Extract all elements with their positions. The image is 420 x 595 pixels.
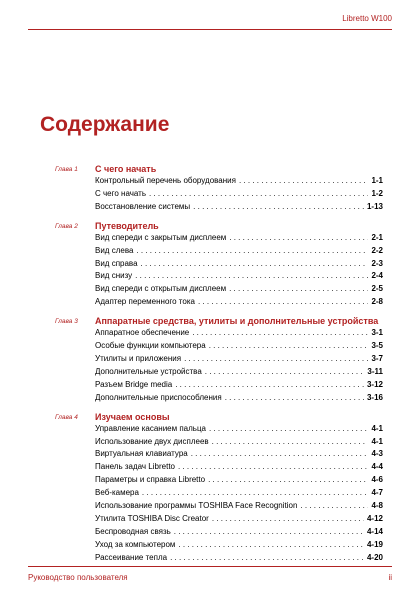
toc-entry[interactable] bbox=[95, 461, 383, 474]
footer-page-number: ii bbox=[388, 573, 392, 582]
dot-leader bbox=[191, 448, 369, 461]
toc-entry-page: 4-1 bbox=[371, 436, 383, 446]
toc-entry-page: 1-1 bbox=[371, 176, 383, 185]
dot-leader bbox=[175, 379, 364, 392]
toc-entry-label: Беспроводная связь bbox=[95, 526, 171, 536]
toc-entry-label: Вид слева bbox=[95, 245, 134, 255]
toc-entry-page: 4-6 bbox=[371, 475, 383, 485]
toc-entry-label: Утилиты и приложения bbox=[95, 353, 182, 363]
toc-entry-page: 3-5 bbox=[371, 341, 383, 351]
toc-entry-page: 2-2 bbox=[371, 245, 383, 255]
toc-entry-page: 3-7 bbox=[371, 353, 383, 363]
toc-entry-label: Вид спереди с открытым дисплеем bbox=[95, 284, 227, 294]
toc-entry-label: Вид спереди с закрытым дисплеем bbox=[95, 232, 227, 242]
toc-entry-page: 4-8 bbox=[371, 501, 383, 511]
dot-leader bbox=[178, 539, 364, 552]
table-of-contents bbox=[0, 163, 420, 571]
dot-leader bbox=[135, 270, 368, 283]
toc-entry-label: Использование двух дисплеев bbox=[95, 436, 209, 446]
dot-leader bbox=[178, 461, 368, 474]
toc-entry[interactable] bbox=[95, 423, 383, 436]
dot-leader bbox=[198, 296, 368, 309]
toc-entry[interactable] bbox=[95, 258, 383, 271]
toc-entry-label: Дополнительные приспособления bbox=[95, 392, 222, 402]
dot-leader bbox=[225, 392, 364, 405]
toc-entry-label: Утилита TOSHIBA Disc Creator bbox=[95, 513, 209, 523]
chapter-section bbox=[0, 411, 420, 565]
toc-entry[interactable] bbox=[95, 436, 383, 449]
toc-entry[interactable] bbox=[95, 487, 383, 500]
toc-entry-page: 4-4 bbox=[371, 462, 383, 472]
dot-leader bbox=[170, 552, 364, 565]
toc-entry[interactable] bbox=[95, 201, 383, 214]
dot-leader bbox=[193, 201, 364, 214]
dot-leader bbox=[174, 526, 364, 539]
toc-entry-label: Восстановление системы bbox=[95, 201, 191, 211]
toc-entry-page: 1-2 bbox=[371, 188, 383, 198]
dot-leader bbox=[239, 175, 368, 188]
toc-entry-page: 2-5 bbox=[371, 284, 383, 294]
toc-entry-page: 3-16 bbox=[366, 392, 383, 402]
toc-entry[interactable] bbox=[95, 245, 383, 258]
toc-entry-page: 4-19 bbox=[366, 539, 383, 549]
toc-entry-label: Дополнительные устройства bbox=[95, 366, 202, 376]
chapter-section bbox=[0, 163, 420, 214]
chapter-number: Глава 3 bbox=[55, 318, 78, 326]
toc-entry[interactable] bbox=[95, 379, 383, 392]
toc-entry-page: 3-11 bbox=[367, 366, 383, 376]
dot-leader bbox=[209, 423, 368, 436]
toc-entry-page: 1-13 bbox=[366, 201, 383, 211]
toc-entry[interactable] bbox=[95, 552, 383, 565]
dot-leader bbox=[184, 353, 368, 366]
dot-leader bbox=[142, 487, 369, 500]
chapter-title[interactable]: Путеводитель bbox=[95, 220, 159, 231]
toc-entry-page: 4-3 bbox=[371, 449, 383, 459]
toc-entry-page: 4-20 bbox=[366, 552, 383, 562]
dot-leader bbox=[208, 474, 368, 487]
chapter-number: Глава 2 bbox=[55, 222, 78, 230]
toc-entry[interactable] bbox=[95, 500, 383, 513]
toc-entry[interactable] bbox=[95, 270, 383, 283]
toc-entry[interactable] bbox=[95, 513, 383, 526]
dot-leader bbox=[192, 327, 368, 340]
chapter-title[interactable]: Изучаем основы bbox=[95, 411, 170, 422]
toc-entry-label: Панель задач Libretto bbox=[95, 462, 175, 472]
dot-leader bbox=[229, 232, 368, 245]
toc-entry-label: Управление касанием пальца bbox=[95, 423, 206, 433]
toc-entry[interactable] bbox=[95, 232, 383, 245]
toc-entry-label: Уход за компьютером bbox=[95, 539, 176, 549]
toc-entry-label: Использование программы TOSHIBA Face Recognition bbox=[95, 501, 298, 511]
toc-entry[interactable] bbox=[95, 188, 383, 201]
toc-entry-label: Параметры и справка Libretto bbox=[95, 475, 206, 485]
toc-entry-page: 2-8 bbox=[371, 297, 383, 307]
toc-entry-page: 3-1 bbox=[371, 328, 383, 338]
toc-entry-page: 4-1 bbox=[371, 423, 383, 433]
toc-entry-label: Контрольный перечень оборудования bbox=[95, 176, 236, 185]
dot-leader bbox=[209, 340, 369, 353]
toc-entry[interactable] bbox=[95, 474, 383, 487]
chapter-number: Глава 1 bbox=[55, 166, 78, 173]
chapter-section bbox=[0, 315, 420, 404]
dot-leader bbox=[212, 513, 364, 526]
toc-entry[interactable] bbox=[95, 296, 383, 309]
page-title: Содержание bbox=[40, 113, 170, 136]
chapter-section bbox=[0, 220, 420, 309]
footer-rule bbox=[28, 566, 392, 567]
toc-entry[interactable] bbox=[95, 327, 383, 340]
toc-entry[interactable] bbox=[95, 283, 383, 296]
dot-leader bbox=[229, 283, 368, 296]
toc-entry[interactable] bbox=[95, 340, 383, 353]
toc-entry-label: С чего начать bbox=[95, 188, 146, 198]
toc-entry[interactable] bbox=[95, 366, 383, 379]
toc-entry-label: Аппаратное обеспечение bbox=[95, 328, 190, 338]
toc-entry-page: 4-12 bbox=[366, 513, 383, 523]
chapter-title[interactable]: С чего начать bbox=[95, 164, 157, 174]
dot-leader bbox=[136, 245, 368, 258]
toc-entry-label: Веб-камера bbox=[95, 488, 139, 498]
toc-entry-page: 4-14 bbox=[366, 526, 383, 536]
footer-manual-title: Руководство пользователя bbox=[28, 573, 128, 582]
running-header-title: Libretto W100 bbox=[342, 14, 392, 23]
toc-entry[interactable] bbox=[95, 353, 383, 366]
toc-entry-label: Разъем Bridge media bbox=[95, 379, 173, 389]
toc-entry-label: Рассеивание тепла bbox=[95, 552, 168, 562]
dot-leader bbox=[141, 258, 369, 271]
toc-entry[interactable] bbox=[95, 526, 383, 539]
toc-entry-label: Вид снизу bbox=[95, 271, 133, 281]
toc-entry-page: 4-7 bbox=[371, 488, 383, 498]
header-rule bbox=[28, 29, 392, 30]
chapter-number: Глава 4 bbox=[55, 413, 78, 421]
toc-entry-label: Виртуальная клавиатура bbox=[95, 449, 188, 459]
toc-entry-page: 3-12 bbox=[366, 379, 383, 389]
toc-entry-page: 2-3 bbox=[371, 258, 383, 268]
toc-entry-label: Особые функции компьютера bbox=[95, 341, 206, 351]
toc-entry-page: 2-4 bbox=[371, 271, 383, 281]
dot-leader bbox=[212, 436, 369, 449]
toc-entry-label: Вид справа bbox=[95, 258, 138, 268]
toc-entry[interactable] bbox=[95, 448, 383, 461]
dot-leader bbox=[149, 188, 368, 201]
toc-entry-label: Адаптер переменного тока bbox=[95, 297, 195, 307]
toc-entry-page: 2-1 bbox=[371, 232, 383, 242]
toc-entry[interactable] bbox=[95, 175, 383, 188]
toc-entry[interactable] bbox=[95, 392, 383, 405]
chapter-title[interactable]: Аппаратные средства, утилиты и дополнительные устройства bbox=[95, 316, 379, 327]
dot-leader bbox=[300, 500, 368, 513]
dot-leader bbox=[205, 366, 365, 379]
toc-entry[interactable] bbox=[95, 539, 383, 552]
